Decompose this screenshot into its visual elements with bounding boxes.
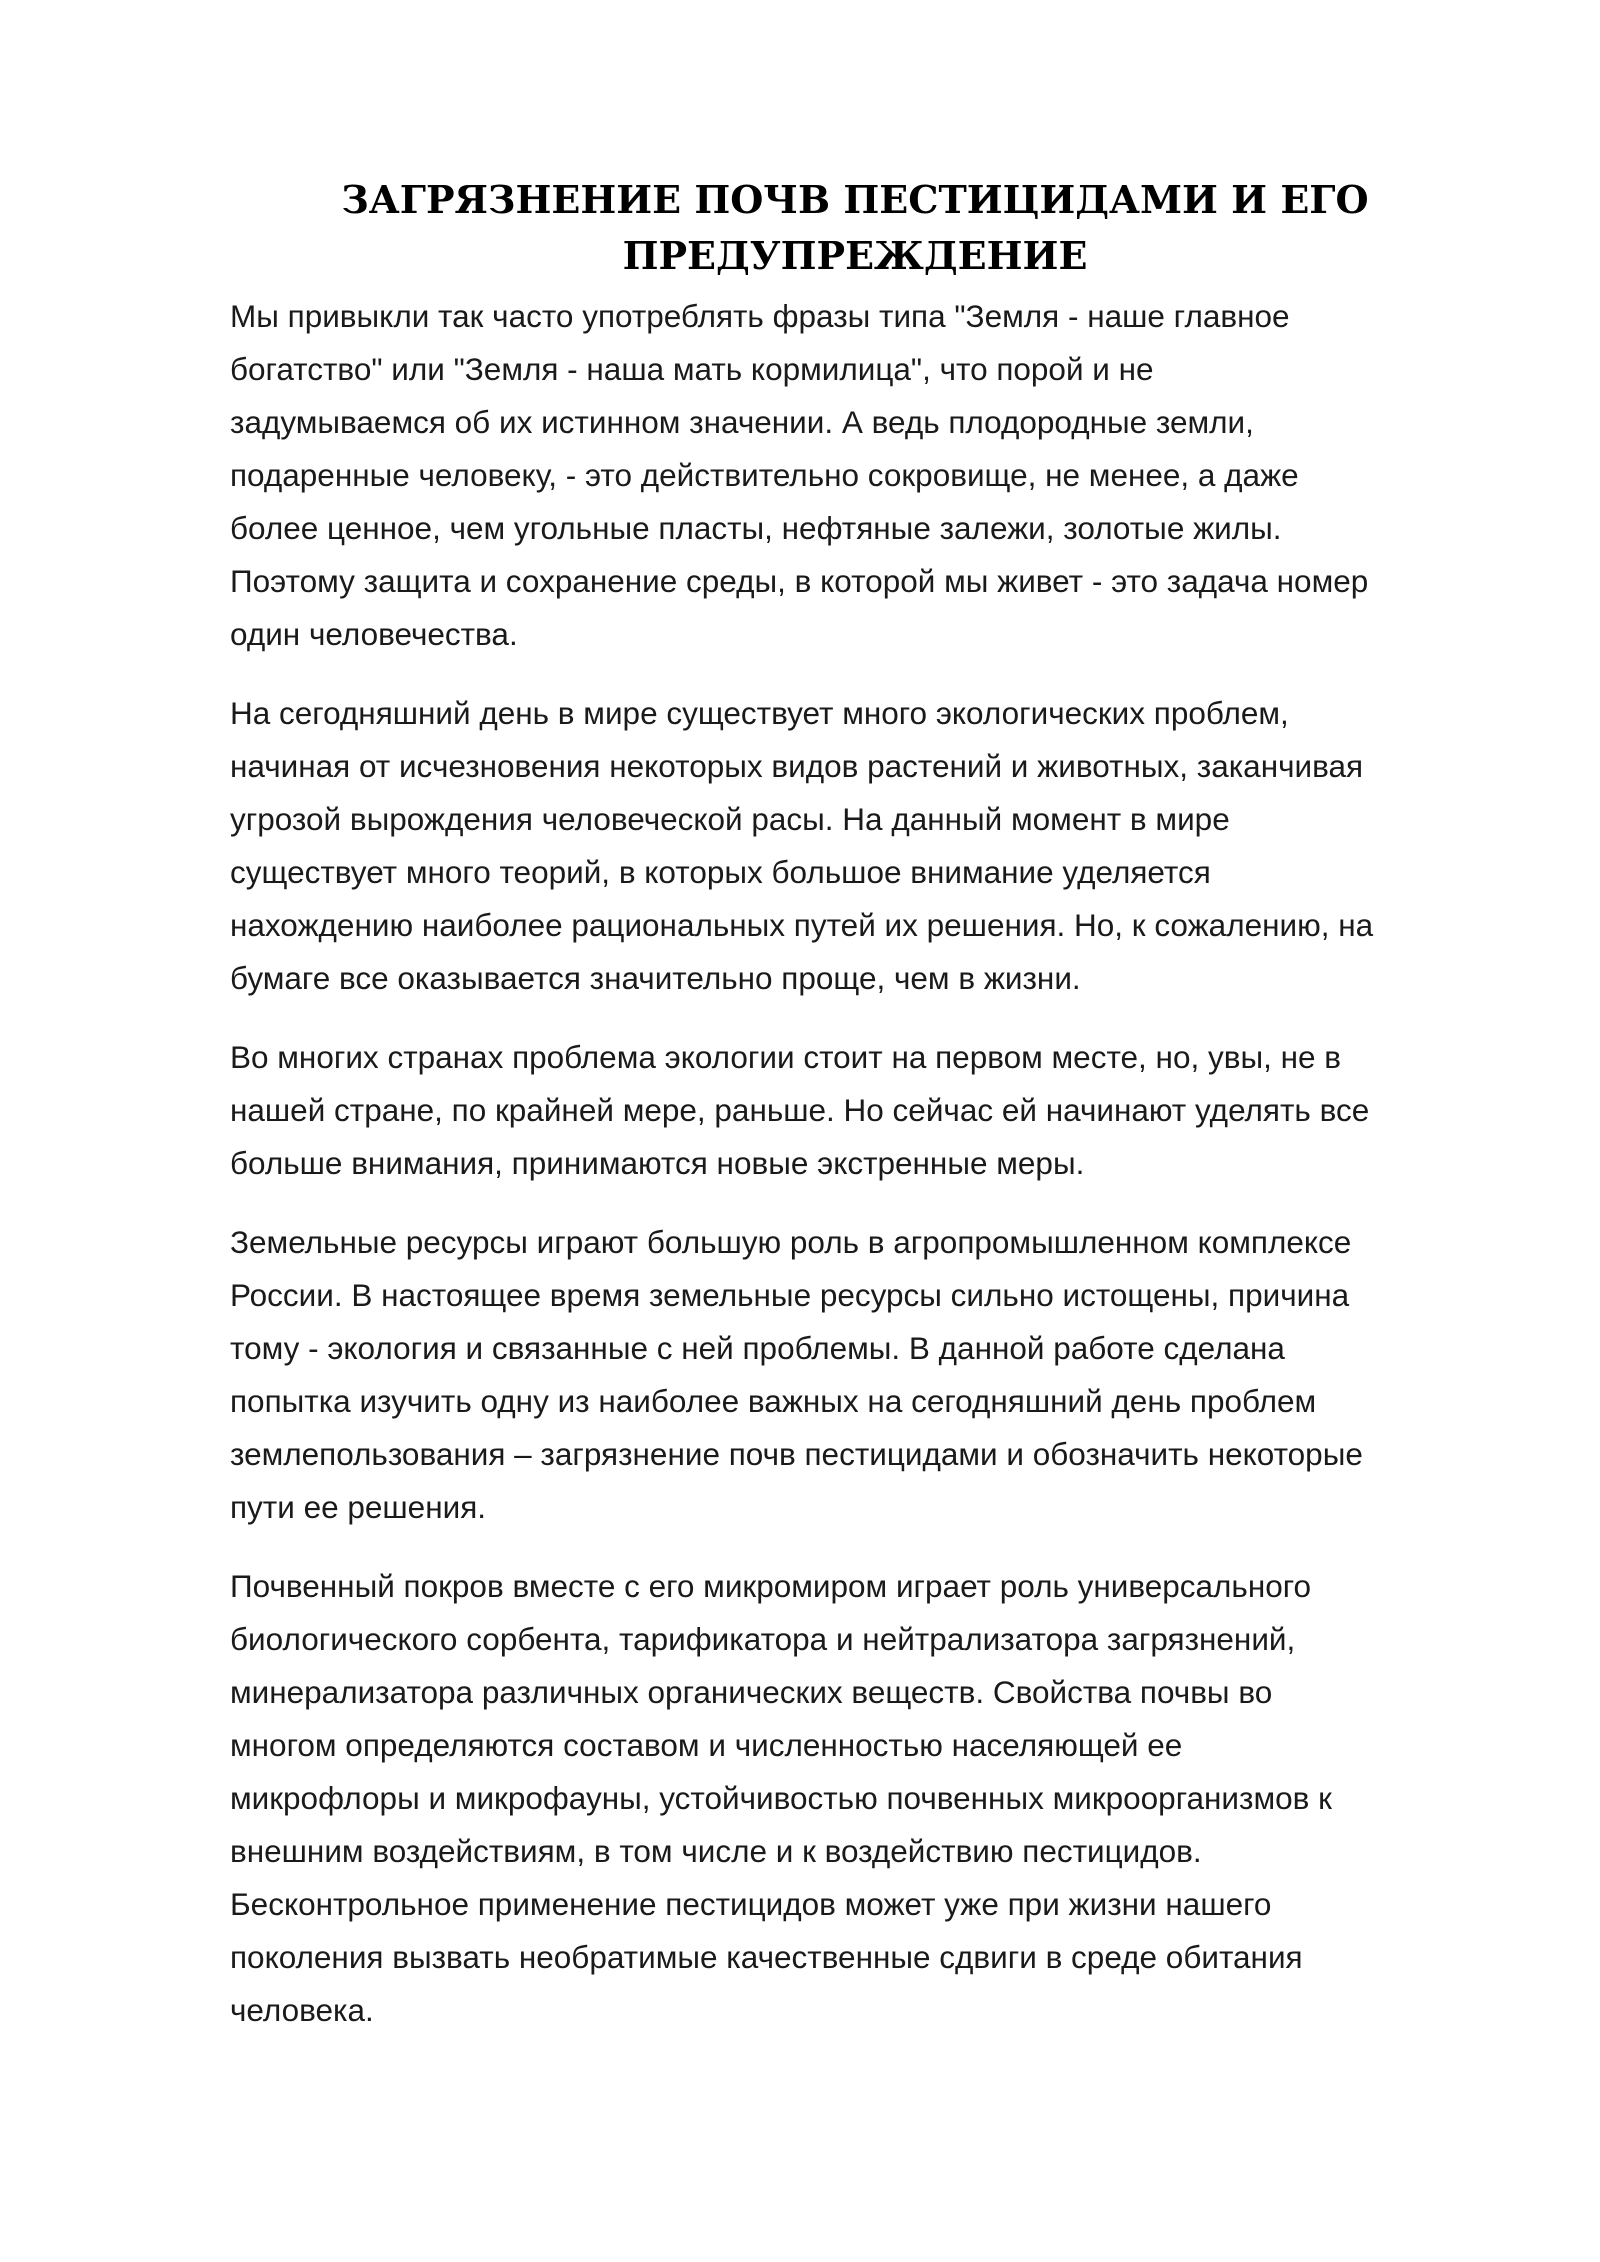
text-line: человека. [230,1992,374,2028]
document-title [300,172,1410,284]
text-line: бумаге все оказывается значительно проще, чем в жизни. [230,960,1081,996]
text-line: Земельные ресурсы играют большую роль в агропромышленном комплексе [230,1224,1352,1260]
document-body [230,290,1520,2063]
text-line: более ценное, чем угольные пласты, нефтяные залежи, золотые жилы. [230,510,1282,546]
title-line: ПРЕДУПРЕЖДЕНИЕ [622,233,1088,278]
title-line: ЗАГРЯЗНЕНИЕ ПОЧВ ПЕСТИЦИДАМИ И ЕГО [341,177,1369,222]
text-line: внешним воздействиям, в том числе и к воздействию пестицидов. [230,1833,1202,1869]
text-line: один человечества. [230,616,518,652]
paragraph [230,1031,1520,1190]
text-line: Почвенный покров вместе с его микромиром играет роль универсального [230,1568,1312,1604]
paragraph [230,687,1520,1005]
text-line: пути ее решения. [230,1489,486,1525]
text-line: Поэтому защита и сохранение среды, в которой мы живет - это задача номер [230,563,1369,599]
text-line: России. В настоящее время земельные ресурсы сильно истощены, причина [230,1277,1350,1313]
text-line: Во многих странах проблема экологии стоит на первом месте, но, увы, не в [230,1039,1341,1075]
text-line: землепользования – загрязнение почв пестицидами и обозначить некоторые [230,1436,1363,1472]
text-line: Бесконтрольное применение пестицидов может уже при жизни нашего [230,1886,1272,1922]
text-line: богатство" или "Земля - наша мать кормилица", что порой и не [230,351,1154,387]
text-line: попытка изучить одну из наиболее важных на сегодняшний день проблем [230,1383,1317,1419]
text-line: больше внимания, принимаются новые экстренные меры. [230,1145,1085,1181]
text-line: На сегодняшний день в мире существует много экологических проблем, [230,695,1289,731]
text-line: многом определяются составом и численностью населяющей ее [230,1727,1183,1763]
text-line: подаренные человеку, - это действительно сокровище, не менее, а даже [230,457,1299,493]
text-line: угрозой вырождения человеческой расы. На данный момент в мире [230,801,1230,837]
paragraph [230,290,1520,661]
text-line: Мы привыкли так часто употреблять фразы типа "Земля - наше главное [230,298,1290,334]
text-line: нашей стране, по крайней мере, раньше. Но сейчас ей начинают уделять все [230,1092,1370,1128]
text-line: микрофлоры и микрофауны, устойчивостью почвенных микроорганизмов к [230,1780,1332,1816]
text-line: минерализатора различных органических веществ. Свойства почвы во [230,1674,1273,1710]
text-line: нахождению наиболее рациональных путей их решения. Но, к сожалению, на [230,907,1374,943]
text-line: задумываемся об их истинном значении. А ведь плодородные земли, [230,404,1254,440]
text-line: существует много теорий, в которых большое внимание уделяется [230,854,1211,890]
paragraph [230,1560,1520,2037]
text-line: поколения вызвать необратимые качественные сдвиги в среде обитания [230,1939,1303,1975]
paragraph [230,1216,1520,1534]
text-line: тому - экология и связанные с ней проблемы. В данной работе сделана [230,1330,1285,1366]
text-line: начиная от исчезновения некоторых видов растений и животных, заканчивая [230,748,1364,784]
text-line: биологического сорбента, тарификатора и нейтрализатора загрязнений, [230,1621,1296,1657]
